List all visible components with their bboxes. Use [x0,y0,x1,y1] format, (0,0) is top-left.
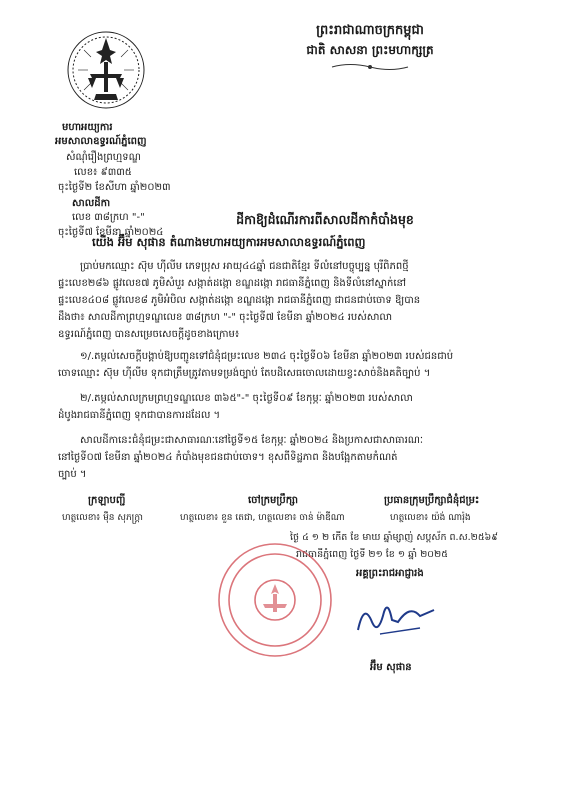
verdict-number: លេខ ៣៨ក្រហ "-" [72,212,145,223]
closing-line: នៅថ្ងៃទី០៧ ខែមីនា ឆ្នាំ២០២៤ កំបាំងមុខជនជាប់ចោទ។ ខុសពីទិដ្ឋភាព និងបង្អែកតាមកំណត់ [58,452,398,463]
court-emblem [64,28,148,112]
verdict-date: ចុះថ្ងៃទី៧ ខែមីនា ឆ្នាំ២០២៤ [58,227,164,238]
motto-ornament [330,62,410,72]
item-2-line: ២/.តម្កល់សាលក្រមព្រហ្មទណ្ឌលេខ ៣៦៥"-" ចុះថ្ងៃទី០៩ ខែកុម្ភៈ ឆ្នាំ២០២៣ របស់សាលា [80,393,413,404]
item-2-line: ដំបូងរាជធានីភ្នំពេញ ទុកជាបានការដដែល ។ [58,410,221,421]
verdict-label: សាលដីកា [72,198,111,209]
official-stamp [215,540,335,660]
judges-signatures: ហត្ថលេខា៖ ខួន តេជា, ហត្ថលេខា៖ ចាន់ ម៉ាឌីណា [180,513,345,523]
closing-line: ច្បាប់ ។ [58,469,87,480]
item-1-line: ចោទឈ្មោះ ស៊ុម ហ៊ីលីម ទុកជាត្រឹមត្រូវតាមទម្រង់ច្បាប់ តែបដិសេធចោលដោយខ្វះសាច់និងគតិច្បាប់ ។ [58,368,431,379]
closing-paragraph [58,432,510,483]
president-title: ប្រធានក្រុមប្រឹក្សាជំនុំជម្រះ [384,495,480,506]
motto-heading: ជាតិ សាសនា ព្រះមហាក្សត្រ [306,43,434,57]
prosecutor-name: អ៊ឹម សុផាន [370,662,412,673]
judge-title: ចៅក្រមប្រឹក្សា [248,495,299,506]
body-line: ផ្ទះលេខ៤០៨ ផ្លូវលេខ៨ ភូមិអំបិល សង្កាត់ដង្កោ ខណ្ឌដង្កោ រាជធានីភ្នំពេញ ជាជនជាប់ចោទ ឱ្យបាន [58,295,421,306]
item-1 [58,348,510,382]
body-line: ប្រាប់មកឈ្មោះ ស៊ុម ហ៊ីលីម ភេទប្រុស អាយុ៤៤ឆ្នាំ ជនជាតិខ្មែរ ទីលំនៅបច្ចុប្បន្ន បុរីពិភពថ្មី [80,261,409,272]
ministry-label: មហាអយ្យការ [62,122,113,133]
closing-line: សាលដីកានេះជំនុំជម្រះជាសាធារណៈនៅថ្ងៃទី១៥ ខែកុម្ភៈ ឆ្នាំ២០២៤ និងប្រកាសជាសាធារណៈ [80,435,424,446]
clerk-signature: ហត្ថលេខា៖ ម៉ឹន សុភក្ដ្រា [62,513,143,523]
file-number: លេខ៖ ៩៣៣៥ [74,167,132,178]
city-date: រាជធានីភ្នំពេញ ថ្ងៃទី ២១ ខែ ១ ឆ្នាំ ២០២៥ [296,549,448,560]
president-signature: ហត្ថលេខា៖ យ៉ង់ ណារ៉ុង [390,513,471,523]
court-label: អមសាលាឧទ្ធរណ៍ភ្នំពេញ [55,136,147,147]
item-2 [58,390,510,424]
body-line: ផ្ទះលេខ២៨៦ ផ្លូវលេខ៧ ភូមិសំបួរ សង្កាត់ដង្កោ ខណ្ឌដង្កោ រាជធានីភ្នំពេញ និងទីលំនៅស្នាក់នៅ [58,278,407,289]
body-line: ឧទ្ធរណ៍ភ្នំពេញ បានសម្រេចសេចក្ដីដូចខាងក្រោម៖ [58,329,240,340]
file-label: សំណុំរឿងព្រហ្មទណ្ឌ [66,152,141,163]
clerk-title: ក្រឡាបញ្ជី [88,495,126,506]
lunar-date: ថ្ងៃ ៤ ១ ២ កើត ខែ មាឃ ឆ្នាំម្សាញ់ សប្ដស័ក ព.ស.២៥៦៩ [290,532,499,543]
body-line: ដឹងថា៖ សាលដីកាព្រហ្មទណ្ឌលេខ ៣៨ក្រហ "-" ចុះថ្ងៃទី៧ ខែមីនា ឆ្នាំ២០២៤ របស់សាលា [58,312,393,323]
prosecutor-title: អគ្គព្រះរាជអាជ្ញារង [356,568,424,579]
document-title: ដីកាឱ្យដំណើរការពីសាលដីកាកំបាំងមុខ [236,212,414,227]
item-1-line: ១/.តម្កល់សេចក្ដីបង្គាប់ឱ្យបញ្ជូនទៅជំនុំជម្រះលេខ ២៣៤ ចុះថ្ងៃទី០៦ ខែមីនា ឆ្នាំ២០២៣ របស់ជនជាប់ [80,351,454,362]
file-date: ចុះថ្ងៃទី២ ខែសីហា ឆ្នាំ២០២៣ [58,182,171,193]
prosecutor-intro: យើង អ៊ឹម សុផាន តំណាងមហាអយ្យការអមសាលាឧទ្ធរណ៍ភ្នំពេញ [92,235,366,249]
body-paragraph [58,258,510,343]
handwritten-signature [350,592,440,642]
kingdom-heading: ព្រះរាជាណាចក្រកម្ពុជា [316,23,424,38]
